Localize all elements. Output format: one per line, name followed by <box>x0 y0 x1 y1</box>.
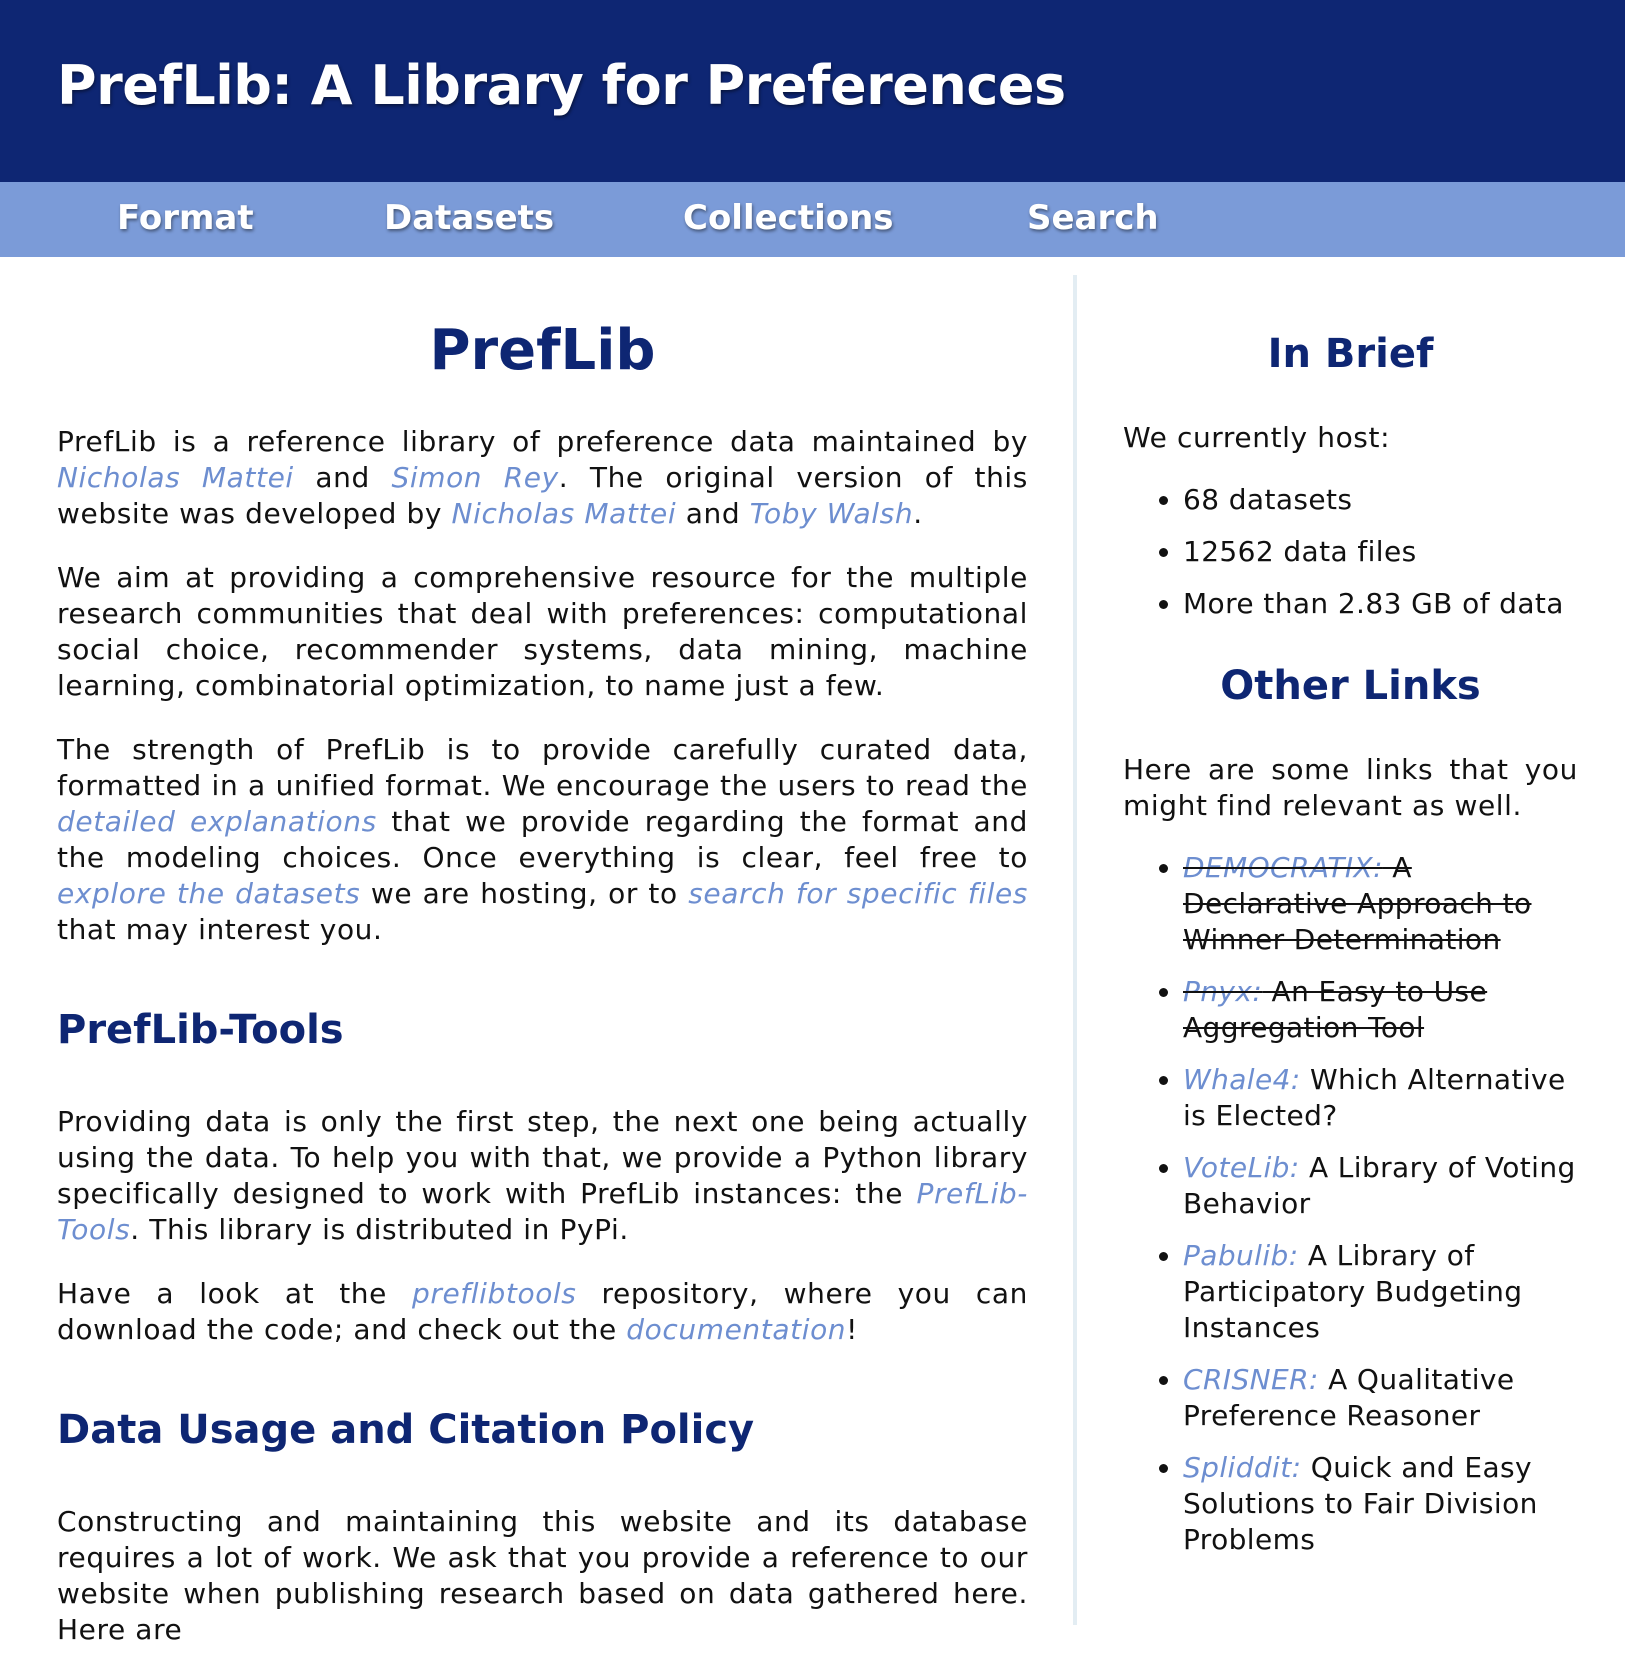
link-description: A Declarative Approach to Winner Determination <box>1183 851 1532 956</box>
site-title: PrefLib: A Library for Preferences <box>57 54 1066 117</box>
column-divider <box>1073 275 1077 1625</box>
link-preflibtools-repo[interactable]: preflibtools <box>411 1277 577 1310</box>
section-title-tools: PrefLib-Tools <box>57 1007 344 1053</box>
brief-list <box>1123 482 1578 622</box>
main-content <box>57 300 1028 1676</box>
nav-item-search[interactable]: Search <box>1027 198 1159 238</box>
tools-text: . This library is distributed in PyPi. <box>130 1213 629 1246</box>
link-toby-walsh[interactable]: Toby Walsh <box>749 497 914 530</box>
link-description: Which Alternative is Elected? <box>1183 1063 1566 1132</box>
link-description: A Library of Voting Behavior <box>1183 1151 1576 1220</box>
other-link-whale4 <box>1183 1062 1578 1134</box>
other-link-democratix <box>1183 850 1578 958</box>
brief-intro: We currently host: <box>1123 421 1391 454</box>
intro-text: we are hosting, or to <box>360 877 689 910</box>
link-description: An Easy to Use Aggregation Tool <box>1183 975 1488 1044</box>
intro-text: and <box>293 461 392 494</box>
link-democratix[interactable]: DEMOCRATIX: <box>1183 851 1383 884</box>
link-description: A Library of Participatory Budgeting Instances <box>1183 1239 1523 1344</box>
intro-text: The strength of PrefLib is to provide carefully curated data, formatted in a unified format. We encourage the users to read the <box>57 733 1028 802</box>
nav-item-format[interactable]: Format <box>117 198 254 238</box>
links-intro: Here are some links that you might find relevant as well. <box>1123 753 1578 822</box>
main-nav <box>0 182 1625 257</box>
link-votelib[interactable]: VoteLib: <box>1183 1151 1300 1184</box>
sidebar <box>1123 320 1578 1598</box>
link-nicholas-mattei[interactable]: Nicholas Mattei <box>57 461 294 494</box>
intro-text: PrefLib is a reference library of preference data maintained by <box>57 425 1028 458</box>
link-whale4[interactable]: Whale4: <box>1183 1063 1301 1096</box>
page-title: PrefLib <box>429 318 656 383</box>
brief-item-datasets: • 68 datasets <box>1183 482 1578 518</box>
link-explore-datasets[interactable]: explore the datasets <box>57 877 361 910</box>
sidebar-title-links: Other Links <box>1220 663 1481 709</box>
site-header <box>0 0 1625 182</box>
nav-item-collections[interactable]: Collections <box>683 198 894 238</box>
other-link-pabulib <box>1183 1238 1578 1346</box>
tools-paragraph-2 <box>57 1276 1028 1348</box>
brief-item-size: • More than 2.83 GB of data <box>1183 586 1578 622</box>
other-link-crisner <box>1183 1362 1578 1434</box>
link-documentation[interactable]: documentation <box>626 1313 847 1346</box>
link-spliddit[interactable]: Spliddit: <box>1183 1451 1302 1484</box>
link-detailed-explanations[interactable]: detailed explanations <box>57 805 377 838</box>
link-simon-rey[interactable]: Simon Rey <box>391 461 559 494</box>
sidebar-title-brief: In Brief <box>1267 331 1434 377</box>
intro-text: that we provide regarding the format and the modeling choices. Once everything is clear, feel free to <box>57 805 1028 874</box>
brief-item-files: • 12562 data files <box>1183 534 1578 570</box>
link-crisner[interactable]: CRISNER: <box>1183 1363 1319 1396</box>
link-pnyx[interactable]: Pnyx: <box>1183 975 1263 1008</box>
link-search-files[interactable]: search for specific files <box>688 877 1028 910</box>
intro-paragraph-3 <box>57 732 1028 948</box>
tools-paragraph-1 <box>57 1104 1028 1248</box>
intro-text: . <box>913 497 923 530</box>
link-nicholas-mattei-2[interactable]: Nicholas Mattei <box>451 497 677 530</box>
link-description: A Qualitative Preference Reasoner <box>1183 1363 1515 1432</box>
other-links-list <box>1123 850 1578 1558</box>
section-title-citation: Data Usage and Citation Policy <box>57 1407 755 1453</box>
intro-text: . The original version of this website was developed by <box>57 461 1028 530</box>
intro-text: that may interest you. <box>57 913 383 946</box>
citation-paragraph: Constructing and maintaining this website and its database requires a lot of work. We ask that you provide a reference to our website when publishing research based on data gathered here. Here are <box>57 1505 1028 1646</box>
intro-paragraph-2: We aim at providing a comprehensive resource for the multiple research communities that deal with preferences: computational social choice, recommender systems, data mining, machine learning, combinatorial optimization, to name just a few. <box>57 561 1028 702</box>
tools-text: Providing data is only the first step, the next one being actually using the data. To help you with that, we provide a Python library specifically designed to work with PrefLib instances: the <box>57 1105 1028 1210</box>
tools-text: ! <box>846 1313 858 1346</box>
tools-text: repository, where you can download the code; and check out the <box>57 1277 1028 1346</box>
link-preflib-tools[interactable]: PrefLib-Tools <box>57 1177 1028 1246</box>
nav-item-datasets[interactable]: Datasets <box>384 198 555 238</box>
link-pabulib[interactable]: Pabulib: <box>1183 1239 1299 1272</box>
other-link-spliddit <box>1183 1450 1578 1558</box>
intro-paragraph-1 <box>57 424 1028 532</box>
intro-text: and <box>676 497 750 530</box>
tools-text: Have a look at the <box>57 1277 412 1310</box>
other-link-pnyx <box>1183 974 1578 1046</box>
link-description: Quick and Easy Solutions to Fair Division Problems <box>1183 1451 1538 1556</box>
other-link-votelib <box>1183 1150 1578 1222</box>
